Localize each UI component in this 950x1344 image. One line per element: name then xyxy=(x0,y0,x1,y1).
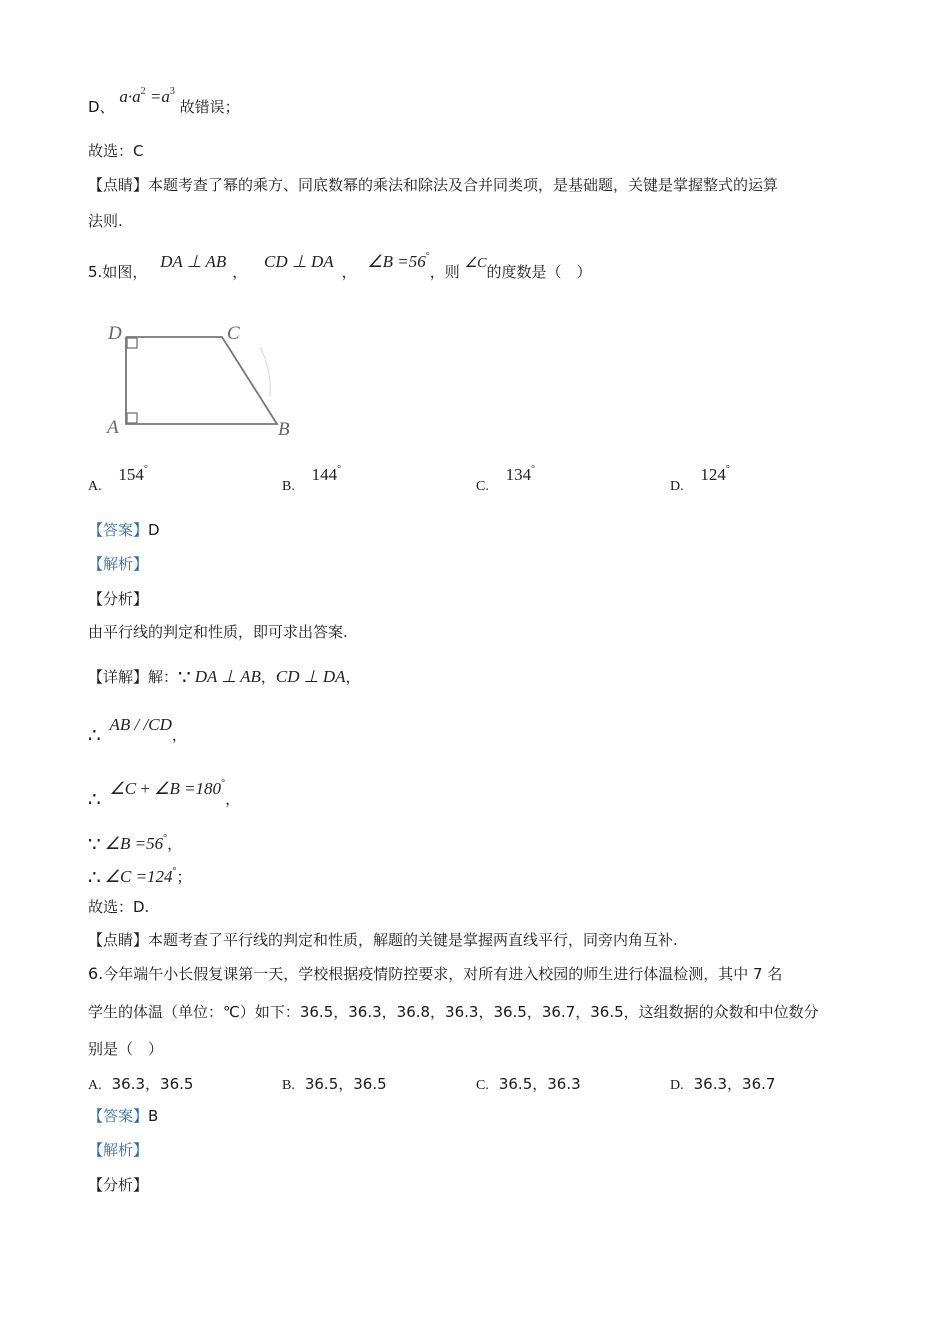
label-b: B xyxy=(278,419,290,440)
q5-fenxi-text: 由平行线的判定和性质，即可求出答案. xyxy=(88,623,348,641)
right-angle-mark-d xyxy=(127,338,137,348)
option-label: D、 xyxy=(88,98,115,116)
q5-detail-line: 【详解】解：∵ DA ⊥ AB，CD ⊥ DA， xyxy=(88,665,361,689)
q5-comment: 【点睛】本题考查了平行线的判定和性质，解题的关键是掌握两直线平行，同旁内角互补. xyxy=(88,931,678,949)
prev-option-d xyxy=(88,86,240,117)
label-a: A xyxy=(107,417,119,438)
label-d: D xyxy=(108,323,122,344)
q6-line1: 6.今年端午小长假复课第一天，学校根据疫情防控要求，对所有进入校园的师生进行体温检测，其中 7 名 xyxy=(88,964,783,983)
q6-option-a: A. 36.3，36.5 xyxy=(88,1075,194,1093)
q5-option-b: B. 144° xyxy=(282,464,342,494)
q5-option-a: A. 154° xyxy=(88,464,148,494)
q6-option-d: D. 36.3，36.7 xyxy=(670,1075,776,1093)
answer-tag: 【答案】 xyxy=(88,521,149,539)
q5-option-c: C. 134° xyxy=(476,464,536,494)
q6-line3: 别是（ ） xyxy=(88,1040,164,1058)
q6-line2: 学生的体温（单位：℃）如下：36.5，36.3，36.8，36.3，36.5，36.7，36.5，这组数据的众数和中位数分 xyxy=(88,1003,819,1021)
label-c: C xyxy=(227,323,240,344)
q5-step2: ∴ ∠C + ∠B =180°， xyxy=(88,778,241,811)
q6-analysis-tag: 【解析】 xyxy=(88,1141,149,1159)
cond-angle-b: ∠B =56 xyxy=(367,252,426,271)
q5-choice: 故选：D. xyxy=(88,898,150,916)
q6-answer xyxy=(88,1106,158,1126)
q5-step1: ∴ AB / /CD， xyxy=(88,715,187,747)
q6-fenxi-tag: 【分析】 xyxy=(88,1176,149,1194)
target-angle-c: ∠C xyxy=(464,256,487,271)
d-verdict: 故错误； xyxy=(179,98,240,116)
answer-value: D xyxy=(148,521,160,539)
formula-d: $a\cdot a^2 =a^3$ xyxy=(119,86,175,106)
q5-fenxi-tag: 【分析】 xyxy=(88,590,149,608)
prev-comment-line1: 【点睛】本题考查了幂的乘方、同底数幂的乘法和除法及合并同类项，是基础题，关键是掌握整式的运算 xyxy=(88,176,779,194)
q5-stem: 5.如图， DA ⊥ AB， CD ⊥ DA， ∠B =56°，则 ∠C的度数是（ ） xyxy=(88,251,592,281)
q5-option-d: D. 124° xyxy=(670,464,730,494)
cond-cd-da: CD ⊥ DA xyxy=(264,252,334,271)
trapezoid-shape xyxy=(126,337,277,424)
q6-option-b: B. 36.5，36.5 xyxy=(282,1075,387,1093)
answer-value: B xyxy=(148,1107,159,1125)
arc-decoration xyxy=(260,347,270,397)
question-number: 6. xyxy=(88,964,104,983)
answer-tag: 【答案】 xyxy=(88,1107,149,1125)
q5-step4: ∴ ∠C =124°； xyxy=(88,865,192,889)
q5-analysis-tag: 【解析】 xyxy=(88,555,149,573)
question-number: 5. xyxy=(88,263,103,281)
right-angle-mark-a xyxy=(127,413,137,423)
q5-step3: ∵ ∠B =56°， xyxy=(88,832,183,856)
cond-da-ab: DA ⊥ AB xyxy=(160,252,227,271)
q6-option-c: C. 36.5，36.3 xyxy=(476,1075,581,1093)
prev-choice: 故选：C xyxy=(88,142,144,160)
prev-comment-line2: 法则. xyxy=(88,212,123,230)
q5-answer xyxy=(88,520,160,540)
trapezoid-figure xyxy=(100,315,310,445)
